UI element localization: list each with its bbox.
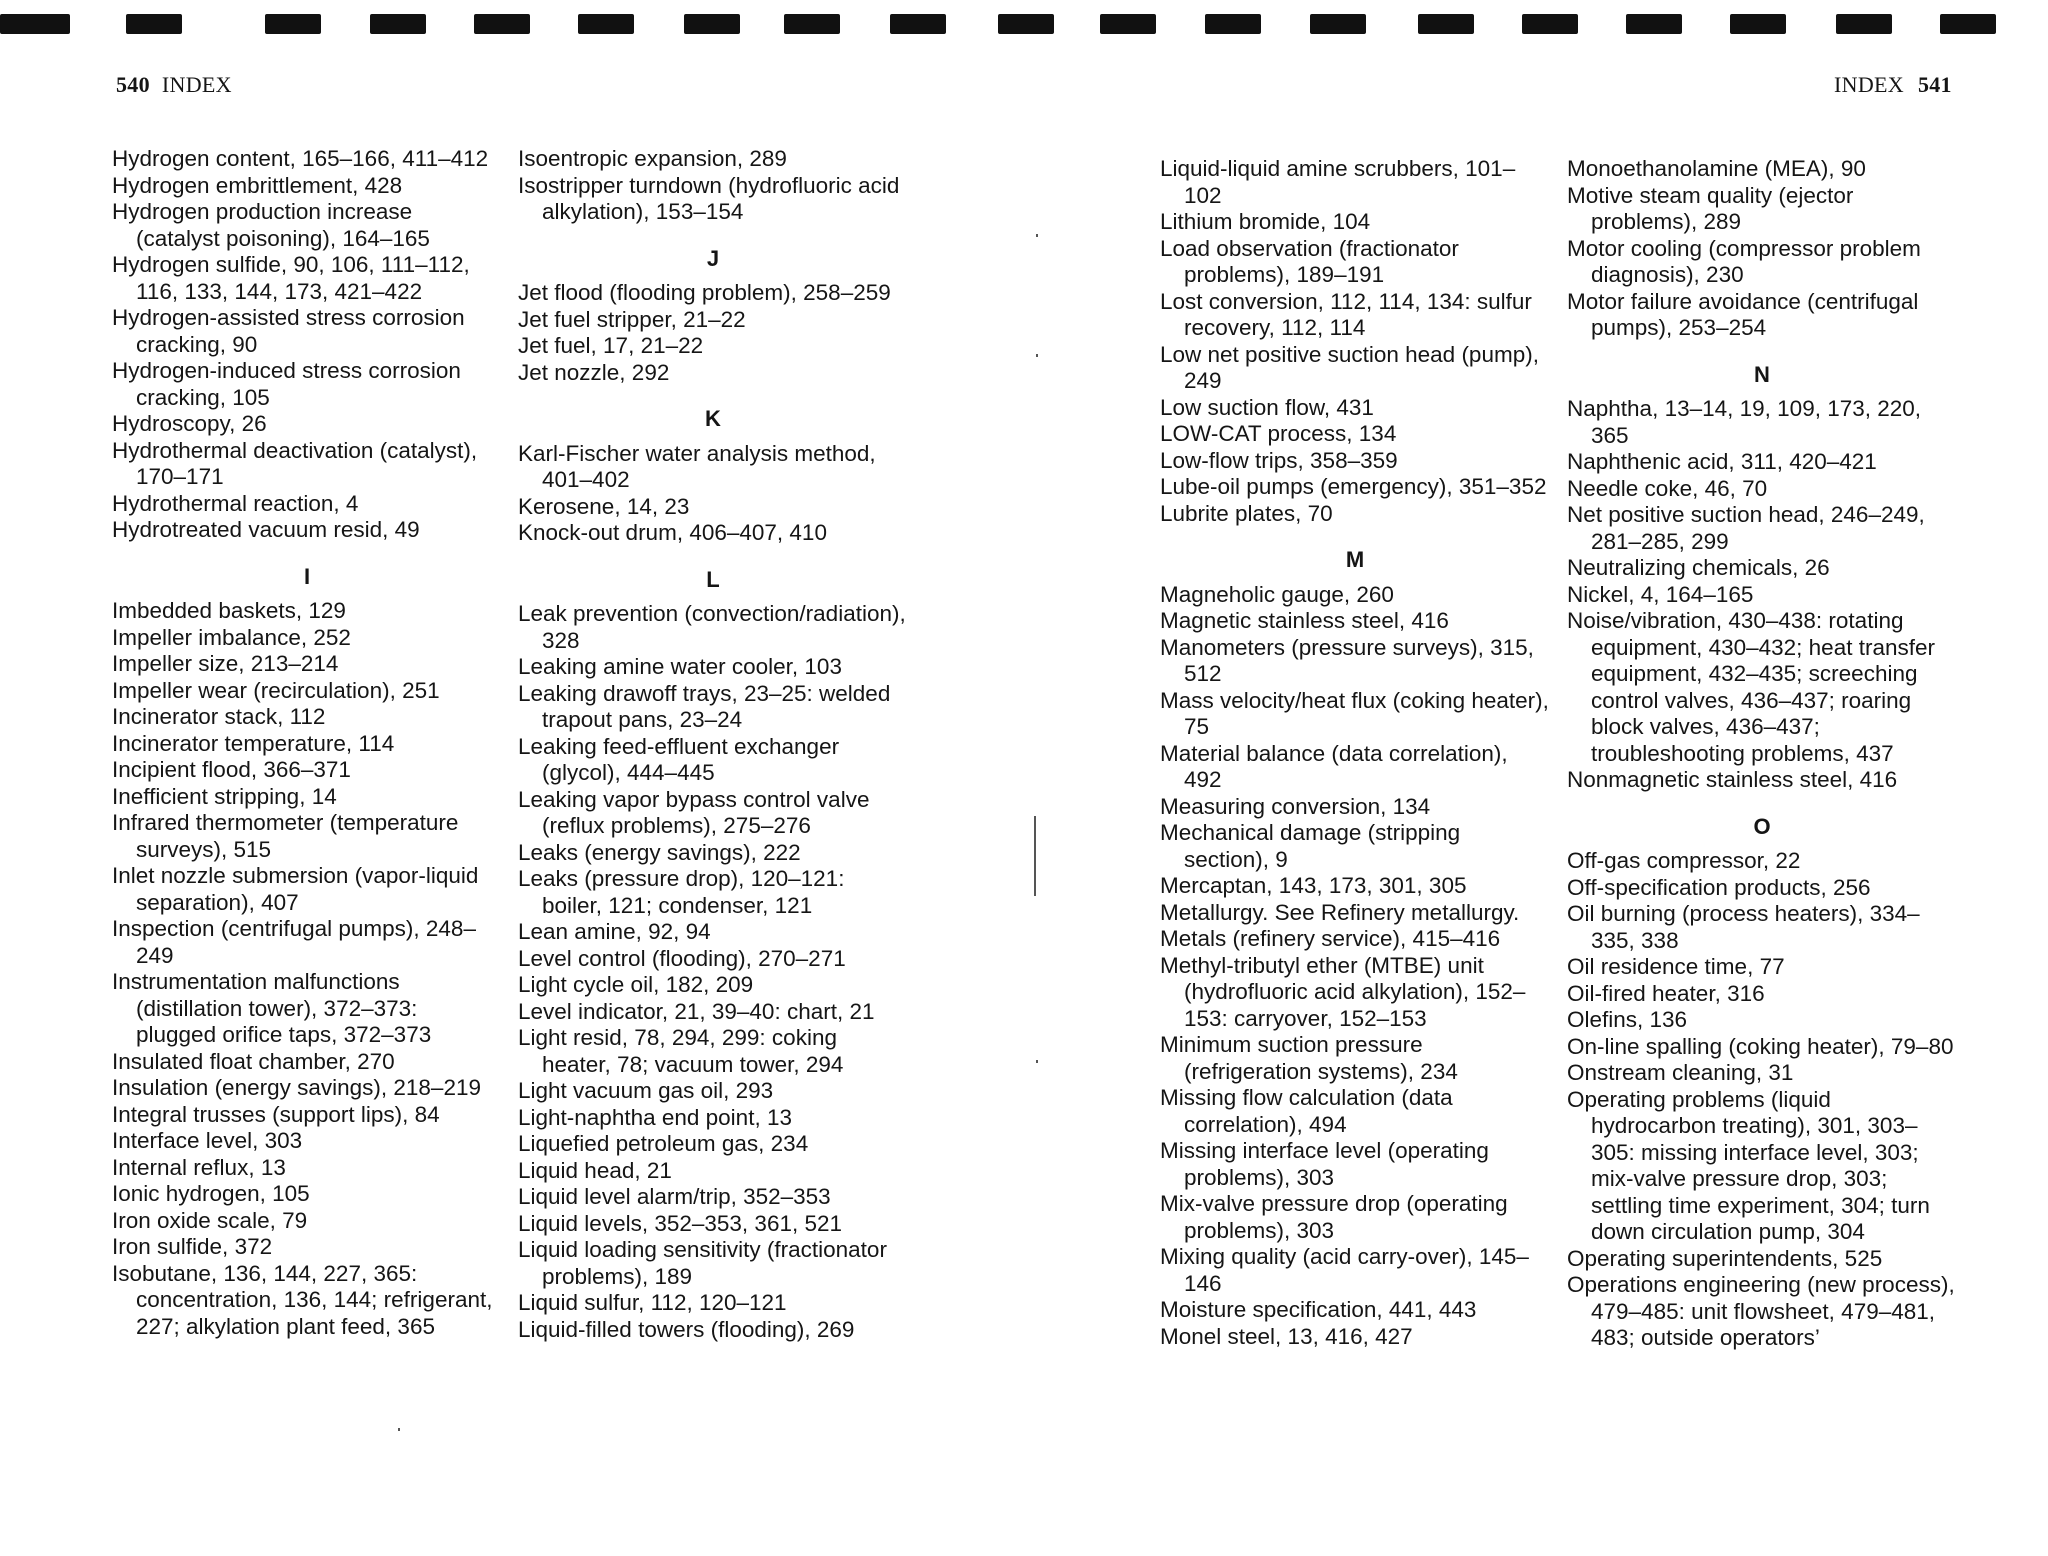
- punch-hole: [474, 14, 530, 34]
- index-entry: Magnetic stainless steel, 416: [1160, 608, 1449, 633]
- section-letter: M: [1345, 547, 1365, 572]
- index-entry: Isobutane, 136, 144, 227, 365: concentration, 136, 144; refrigerant, 227; alkylation plant feed, 365: [112, 1260, 493, 1339]
- index-entry: Isoentropic expansion, 289: [518, 146, 787, 171]
- index-entry: Impeller wear (recirculation), 251: [112, 677, 440, 703]
- index-entry: Light-naphtha end point, 13: [518, 1104, 792, 1130]
- index-entry: Jet fuel stripper, 21–22: [518, 306, 746, 332]
- index-entry: Magneholic gauge, 260: [1160, 581, 1394, 607]
- index-entry: Inspection (centrifugal pumps), 248–249: [112, 916, 476, 968]
- index-entry: Leak prevention (convection/radiation), 328: [518, 601, 906, 653]
- index-entry: Metals (refinery service), 415–416: [1160, 926, 1501, 951]
- section-letter: O: [1753, 813, 1771, 839]
- index-column-4: [1567, 156, 1957, 1352]
- index-entry: Mass velocity/heat flux (coking heater), 75: [1160, 687, 1549, 739]
- index-entry: Imbedded baskets, 129: [112, 598, 346, 623]
- index-entry: Nonmagnetic stainless steel, 416: [1567, 767, 1898, 792]
- index-entry: Impeller size, 213–214: [112, 651, 339, 676]
- index-entry: Light resid, 78, 294, 299: coking heater, 78; vacuum tower, 294: [518, 1025, 844, 1077]
- punch-hole: [1730, 14, 1786, 34]
- index-entry: Hydrothermal deactivation (catalyst), 170–171: [112, 437, 478, 489]
- punch-hole: [1418, 14, 1474, 34]
- index-entry: Light cycle oil, 182, 209: [518, 972, 754, 997]
- punch-hole: [1940, 14, 1996, 34]
- index-entry: Liquefied petroleum gas, 234: [518, 1131, 809, 1156]
- index-entry: Liquid head, 21: [518, 1157, 672, 1183]
- index-entry: Internal reflux, 13: [112, 1154, 286, 1180]
- index-entry: Naphtha, 13–14, 19, 109, 173, 220, 365: [1567, 396, 1922, 448]
- index-entry: Knock-out drum, 406–407, 410: [518, 520, 827, 545]
- index-entry: Lean amine, 92, 94: [518, 919, 711, 944]
- index-entry: Level control (flooding), 270–271: [518, 945, 846, 971]
- right-running-head: INDEX: [1834, 72, 1904, 97]
- index-entry: Iron oxide scale, 79: [112, 1207, 308, 1233]
- index-entry: Leaks (pressure drop), 120–121: boiler, 121; condenser, 121: [518, 866, 845, 918]
- index-entry: Leaking feed-effluent exchanger (glycol), 444–445: [518, 733, 840, 785]
- index-entry: Hydrotreated vacuum resid, 49: [112, 517, 420, 542]
- index-column-2: [518, 146, 908, 1343]
- index-entry: Insulation (energy savings), 218–219: [112, 1075, 481, 1100]
- punch-hole: [1626, 14, 1682, 34]
- index-entry: Lube-oil pumps (emergency), 351–352: [1160, 474, 1547, 499]
- index-entry: Iron sulfide, 372: [112, 1234, 273, 1259]
- index-entry: Methyl-tributyl ether (MTBE) unit (hydrofluoric acid alkylation), 152–153: carryover, 152–153: [1160, 952, 1526, 1031]
- binder-punch-strip: [0, 0, 2048, 40]
- index-entry: Net positive suction head, 246–249, 281–285, 299: [1567, 502, 1925, 554]
- punch-hole: [578, 14, 634, 34]
- punch-hole: [1836, 14, 1892, 34]
- index-entry: LOW-CAT process, 134: [1160, 421, 1397, 446]
- index-entry: Noise/vibration, 430–438: rotating equipment, 430–432; heat transfer equipment, 432–435; screeching control valves, 436–437; roaring block valves, 436–437; troubleshooting problems, 437: [1567, 608, 1935, 766]
- punch-hole: [1205, 14, 1261, 34]
- index-entry: Measuring conversion, 134: [1160, 793, 1431, 819]
- index-entry: Naphthenic acid, 311, 420–421: [1567, 449, 1877, 474]
- index-entry: Metallurgy. See Refinery metallurgy.: [1160, 899, 1520, 925]
- punch-hole: [1522, 14, 1578, 34]
- index-entry: Lithium bromide, 104: [1160, 209, 1371, 234]
- index-entry: Lubrite plates, 70: [1160, 500, 1333, 526]
- index-entry: Mercaptan, 143, 173, 301, 305: [1160, 873, 1467, 898]
- index-entry: Leaking vapor bypass control valve (reflux problems), 275–276: [518, 786, 870, 838]
- index-entry: Mechanical damage (stripping section), 9: [1160, 820, 1461, 872]
- index-entry: Liquid sulfur, 112, 120–121: [518, 1290, 787, 1315]
- index-entry: Oil burning (process heaters), 334–335, 338: [1567, 901, 1920, 953]
- index-column-3: [1160, 156, 1550, 1350]
- index-entry: Hydrogen content, 165–166, 411–412: [112, 146, 489, 171]
- index-entry: Manometers (pressure surveys), 315, 512: [1160, 634, 1534, 686]
- left-page-number: 540: [116, 72, 150, 97]
- section-letter: K: [705, 406, 721, 431]
- index-entry: Hydrogen sulfide, 90, 106, 111–112, 116, 133, 144, 173, 421–422: [112, 252, 470, 304]
- index-entry: Leaking drawoff trays, 23–25: welded trapout pans, 23–24: [518, 680, 891, 732]
- scan-speck: [1036, 1060, 1038, 1063]
- punch-hole: [784, 14, 840, 34]
- index-entry: Hydrogen production increase (catalyst poisoning), 164–165: [112, 199, 430, 251]
- index-entry: Leaks (energy savings), 222: [518, 839, 801, 865]
- index-entry: Infrared thermometer (temperature surveys), 515: [112, 810, 459, 862]
- index-entry: Load observation (fractionator problems), 189–191: [1160, 235, 1459, 287]
- index-entry: Motor cooling (compressor problem diagnosis), 230: [1567, 235, 1921, 287]
- index-entry: On-line spalling (coking heater), 79–80: [1567, 1033, 1954, 1059]
- index-entry: Mixing quality (acid carry-over), 145–146: [1160, 1244, 1529, 1296]
- index-entry: Moisture specification, 441, 443: [1160, 1297, 1477, 1322]
- index-entry: Insulated float chamber, 270: [112, 1048, 395, 1074]
- index-entry: Operating problems (liquid hydrocarbon treating), 301, 303–305: missing interface level, 303; mix-valve pressure drop, 303; settling time experiment, 304; turn down circulation pump, 304: [1567, 1086, 1930, 1244]
- index-entry: Motive steam quality (ejector problems), 289: [1567, 182, 1854, 234]
- scan-speck: [1036, 234, 1038, 237]
- index-entry: Needle coke, 46, 70: [1567, 475, 1768, 501]
- index-entry: Level indicator, 21, 39–40: chart, 21: [518, 998, 875, 1024]
- section-letter: I: [303, 563, 311, 589]
- page-crease-mark: [1034, 816, 1036, 896]
- index-entry: Low suction flow, 431: [1160, 394, 1374, 420]
- index-entry: Lost conversion, 112, 114, 134: sulfur recovery, 112, 114: [1160, 288, 1532, 340]
- index-entry: Onstream cleaning, 31: [1567, 1060, 1794, 1085]
- index-entry: Kerosene, 14, 23: [518, 493, 690, 519]
- left-page-header: [116, 72, 232, 98]
- punch-hole: [998, 14, 1054, 34]
- index-entry: Olefins, 136: [1567, 1007, 1688, 1032]
- index-entry: Off-specification products, 256: [1567, 874, 1871, 900]
- index-entry: Hydrogen embrittlement, 428: [112, 172, 403, 198]
- index-entry: Inefficient stripping, 14: [112, 783, 337, 809]
- index-entry: Minimum suction pressure (refrigeration systems), 234: [1160, 1032, 1458, 1084]
- index-entry: Hydrothermal reaction, 4: [112, 490, 359, 516]
- index-entry: Liquid level alarm/trip, 352–353: [518, 1184, 831, 1209]
- punch-hole: [684, 14, 740, 34]
- punch-hole: [1310, 14, 1366, 34]
- section-letter: N: [1754, 361, 1770, 387]
- left-running-head: INDEX: [161, 72, 232, 97]
- index-entry: Hydrogen-induced stress corrosion cracking, 105: [112, 358, 461, 410]
- scan-speck: [398, 1428, 400, 1431]
- index-entry: Jet nozzle, 292: [518, 359, 670, 385]
- index-entry: Jet flood (flooding problem), 258–259: [518, 280, 891, 305]
- index-entry: Incinerator temperature, 114: [112, 730, 395, 756]
- index-entry: Missing flow calculation (data correlation), 494: [1160, 1085, 1453, 1137]
- index-entry: Liquid-liquid amine scrubbers, 101–102: [1160, 156, 1516, 208]
- index-entry: Karl-Fischer water analysis method, 401–402: [518, 440, 876, 492]
- index-entry: Operations engineering (new process), 479–485: unit flowsheet, 479–481, 483; outside operators’: [1567, 1272, 1955, 1350]
- index-entry: Off-gas compressor, 22: [1567, 848, 1801, 873]
- index-entry: Mix-valve pressure drop (operating problems), 303: [1160, 1191, 1508, 1243]
- index-entry: Monoethanolamine (MEA), 90: [1567, 156, 1866, 181]
- index-entry: Material balance (data correlation), 492: [1160, 740, 1508, 792]
- index-entry: Liquid loading sensitivity (fractionator problems), 189: [518, 1237, 887, 1289]
- index-entry: Leaking amine water cooler, 103: [518, 654, 842, 679]
- index-entry: Instrumentation malfunctions (distillation tower), 372–373: plugged orifice taps, 372–373: [112, 969, 432, 1047]
- index-entry: Liquid-filled towers (flooding), 269: [518, 1316, 855, 1342]
- index-entry: Incipient flood, 366–371: [112, 757, 351, 782]
- index-entry: Jet fuel, 17, 21–22: [518, 333, 704, 358]
- index-entry: Low-flow trips, 358–359: [1160, 447, 1398, 473]
- index-entry: Low net positive suction head (pump), 249: [1160, 341, 1539, 393]
- section-letter: J: [706, 245, 720, 271]
- punch-hole: [890, 14, 946, 34]
- punch-hole: [265, 14, 321, 34]
- punch-hole: [370, 14, 426, 34]
- index-column-1: [112, 146, 502, 1340]
- section-letter: L: [706, 566, 720, 592]
- index-entry: Interface level, 303: [112, 1128, 303, 1153]
- index-entry: Light vacuum gas oil, 293: [518, 1078, 774, 1103]
- index-entry: Impeller imbalance, 252: [112, 624, 351, 650]
- index-entry: Monel steel, 13, 416, 427: [1160, 1323, 1413, 1349]
- index-entry: Liquid levels, 352–353, 361, 521: [518, 1210, 843, 1236]
- index-entry: Inlet nozzle submersion (vapor-liquid separation), 407: [112, 863, 479, 915]
- index-entry: Operating superintendents, 525: [1567, 1245, 1883, 1271]
- index-entry: Oil-fired heater, 316: [1567, 980, 1765, 1006]
- scan-speck: [1036, 354, 1038, 357]
- index-entry: Integral trusses (support lips), 84: [112, 1101, 440, 1127]
- index-entry: Nickel, 4, 164–165: [1567, 581, 1754, 607]
- index-entry: Oil residence time, 77: [1567, 954, 1785, 979]
- punch-hole: [0, 14, 70, 34]
- index-entry: Hydroscopy, 26: [112, 411, 267, 436]
- index-entry: Neutralizing chemicals, 26: [1567, 555, 1830, 580]
- index-entry: Hydrogen-assisted stress corrosion cracking, 90: [112, 305, 465, 357]
- punch-hole: [126, 14, 182, 34]
- right-page-number: 541: [1917, 72, 1952, 97]
- index-entry: Incinerator stack, 112: [112, 704, 326, 729]
- punch-hole: [1100, 14, 1156, 34]
- index-entry: Isostripper turndown (hydrofluoric acid alkylation), 153–154: [518, 172, 900, 224]
- index-entry: Ionic hydrogen, 105: [112, 1181, 310, 1206]
- index-entry: Missing interface level (operating problems), 303: [1160, 1138, 1489, 1190]
- right-page-header: [1834, 72, 1952, 98]
- index-entry: Motor failure avoidance (centrifugal pumps), 253–254: [1567, 288, 1919, 340]
